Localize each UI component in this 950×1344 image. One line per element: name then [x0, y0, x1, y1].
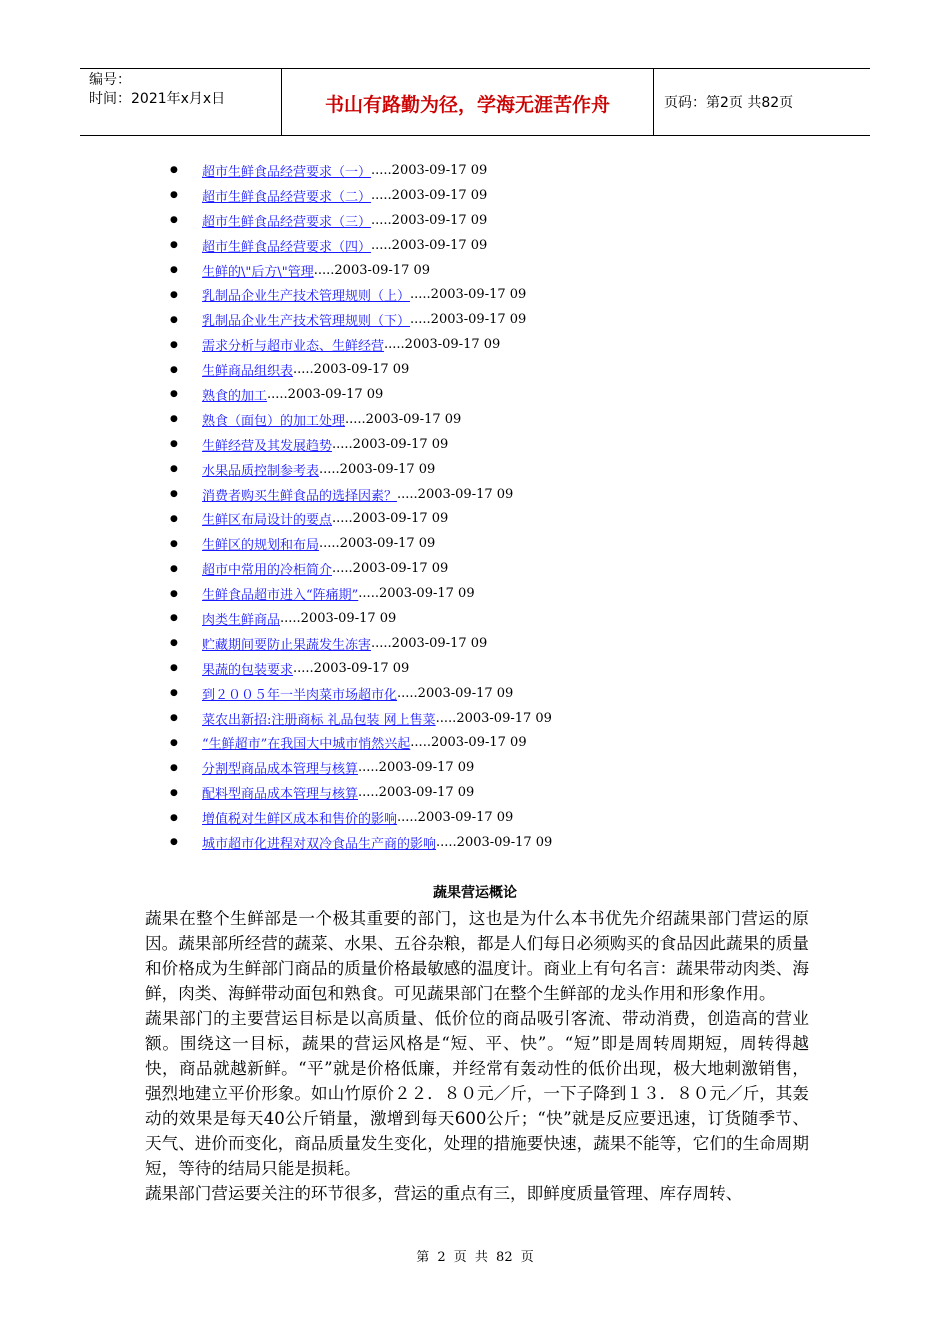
bullet-icon: ● — [170, 165, 178, 176]
article-link[interactable]: 果蔬的包装要求 — [202, 662, 294, 678]
list-item — [170, 755, 552, 780]
list-item — [170, 233, 552, 258]
article-link[interactable]: 增值税对生鲜区成本和售价的影响 — [202, 812, 398, 828]
section-title: 蔬果营运概论 — [433, 885, 517, 901]
page-header — [80, 68, 870, 136]
bullet-icon: ● — [170, 464, 178, 475]
article-link-list — [170, 158, 552, 855]
article-date: .....2003-09-17 09 — [313, 262, 431, 278]
article-link[interactable]: 超市中常用的冷柜简介 — [202, 563, 333, 579]
article-link[interactable]: 菜农出新招:注册商标 礼品包装 网上售菜 — [202, 712, 436, 728]
article-link[interactable]: 生鲜经营及其发展趋势 — [202, 438, 333, 454]
list-item — [170, 656, 552, 681]
article-date: .....2003-09-17 09 — [371, 237, 488, 253]
header-page-info: 页码：第2页 共82页 — [664, 95, 794, 111]
list-item — [170, 457, 552, 482]
article-date: .....2003-09-17 09 — [435, 710, 552, 726]
list-item — [170, 482, 552, 507]
bullet-icon: ● — [170, 688, 178, 699]
list-item — [170, 506, 552, 531]
bullet-icon: ● — [170, 812, 178, 823]
paragraph: 蔬果部门的主要营运目标是以高质量、低价位的商品吸引客流、带动消费，创造高的营业额。围绕这一目标，蔬果的营运风格是“短、平、快”。“短”即是周转周期短，周转得越快，商品就越新鲜。“平”就是价格低廉，并经常有轰动性的低价出现，极大地刺激销售，强烈地建立平价形象。如山竹原价２２．８０元／斤，一下子降到１３．８０元／斤，其轰动的效果是每天40公斤销量，激增到每天600公斤；“快”就是反应要迅速，订货随季节、天气、进价而变化，商品质量发生变化，处理的措施要快速，蔬果不能等，它们的生命周期短，等待的结局只能是损耗。 — [145, 1009, 809, 1178]
list-item — [170, 407, 552, 432]
article-link[interactable]: 超市生鲜食品经营要求（四） — [202, 239, 372, 255]
article-link[interactable]: 消费者购买生鲜食品的选择因素？ — [202, 488, 398, 504]
header-meta — [80, 69, 282, 135]
bullet-icon: ● — [170, 762, 178, 773]
article-link[interactable]: 到２００５年一半肉菜市场超市化 — [202, 687, 398, 703]
bullet-icon: ● — [170, 613, 178, 624]
list-item — [170, 158, 552, 183]
article-date: .....2003-09-17 09 — [332, 511, 449, 527]
article-link[interactable]: 生鲜商品组织表 — [202, 364, 294, 380]
article-date: .....2003-09-17 09 — [371, 187, 488, 203]
article-date: .....2003-09-17 09 — [319, 461, 436, 477]
article-date: .....2003-09-17 09 — [410, 735, 527, 751]
page-footer: 第 2 页 共 82 页 — [416, 1250, 534, 1265]
bullet-icon: ● — [170, 265, 178, 275]
body-text — [145, 906, 809, 1206]
article-link[interactable]: 熟食（面包）的加工处理 — [202, 413, 346, 429]
article-link[interactable]: 分割型商品成本管理与核算 — [202, 762, 359, 778]
article-date: .....2003-09-17 09 — [345, 411, 462, 427]
list-item — [170, 606, 552, 631]
list-item — [170, 581, 552, 606]
header-motto: 书山有路勤为径，学海无涯苦作舟 — [282, 69, 654, 135]
bullet-icon: ● — [170, 737, 178, 748]
article-date: .....2003-09-17 09 — [358, 785, 475, 801]
article-link[interactable]: 生鲜食品超市进入“阵痛期” — [202, 588, 359, 604]
article-link[interactable]: 生鲜区布局设计的要点 — [202, 513, 333, 529]
bullet-icon: ● — [170, 489, 178, 500]
list-item — [170, 183, 552, 208]
bullet-icon: ● — [170, 190, 178, 201]
list-item — [170, 357, 552, 382]
bullet-icon: ● — [170, 364, 178, 375]
document-number-label: 编号： — [89, 72, 131, 88]
article-date: .....2003-09-17 09 — [293, 660, 410, 676]
list-item — [170, 556, 552, 581]
bullet-icon: ● — [170, 389, 178, 400]
article-link[interactable]: 生鲜区的规划和布局 — [202, 538, 320, 554]
article-link[interactable]: 水果品质控制参考表 — [202, 463, 320, 479]
article-date: .....2003-09-17 09 — [332, 561, 449, 577]
article-date: .....2003-09-17 09 — [397, 810, 514, 826]
bullet-icon: ● — [170, 240, 178, 251]
article-link[interactable]: 城市超市化进程对双冷食品生产商的影响 — [202, 836, 437, 852]
list-item — [170, 730, 552, 755]
article-date: .....2003-09-17 09 — [293, 362, 410, 378]
list-item — [170, 282, 552, 307]
list-item — [170, 531, 552, 556]
paragraph: 蔬果部门营运要关注的环节很多，营运的重点有三，即鲜度质量管理、库存周转、 — [145, 1184, 743, 1203]
list-item — [170, 382, 552, 407]
article-link[interactable]: 贮藏期间要防止果蔬发生冻害 — [202, 637, 372, 653]
bullet-icon: ● — [170, 339, 178, 350]
article-date: .....2003-09-17 09 — [358, 586, 475, 602]
article-date: .....2003-09-17 09 — [436, 834, 553, 850]
article-link[interactable]: 需求分析与超市业态、生鲜经营 — [202, 339, 385, 355]
list-item — [170, 432, 552, 457]
list-item — [170, 805, 552, 830]
article-date: .....2003-09-17 09 — [410, 312, 527, 328]
list-item — [170, 706, 552, 731]
list-item — [170, 258, 552, 283]
article-link[interactable]: 熟食的加工 — [202, 388, 268, 404]
list-item — [170, 332, 552, 357]
paragraph: 蔬果在整个生鲜部是一个极其重要的部门，这也是为什么本书优先介绍蔬果部门营运的原因。蔬果部所经营的蔬菜、水果、五谷杂粮，都是人们每日必须购买的食品因此蔬果的质量和价格成为生鲜部门商品的质量价格最敏感的温度计。商业上有句名言：蔬果带动肉类、海鲜，肉类、海鲜带动面包和熟食。可见蔬果部门在整个生鲜部的龙头作用和形象作用。 — [145, 909, 809, 1003]
bullet-icon: ● — [170, 663, 178, 674]
bullet-icon: ● — [170, 215, 178, 226]
article-date: .....2003-09-17 09 — [397, 685, 514, 701]
article-link[interactable]: 乳制品企业生产技术管理规则（上） — [202, 289, 411, 305]
bullet-icon: ● — [170, 289, 178, 300]
article-link[interactable]: “生鲜超市”在我国大中城市悄然兴起 — [202, 737, 411, 753]
article-link[interactable]: 配料型商品成本管理与核算 — [202, 787, 359, 803]
article-date: .....2003-09-17 09 — [410, 287, 527, 303]
article-date: .....2003-09-17 09 — [371, 212, 488, 228]
bullet-icon: ● — [170, 638, 178, 649]
article-date: .....2003-09-17 09 — [267, 386, 384, 402]
article-date: .....2003-09-17 09 — [384, 337, 501, 353]
article-link[interactable]: 肉类生鲜商品 — [202, 612, 281, 628]
article-link[interactable]: 乳制品企业生产技术管理规则（下） — [202, 314, 411, 330]
bullet-icon: ● — [170, 513, 178, 524]
bullet-icon: ● — [170, 414, 178, 425]
bullet-icon: ● — [170, 713, 178, 724]
article-link[interactable]: 超市生鲜食品经营要求（一） — [202, 164, 372, 180]
bullet-icon: ● — [170, 563, 178, 574]
article-date: .....2003-09-17 09 — [397, 486, 514, 502]
article-date: .....2003-09-17 09 — [332, 436, 449, 452]
list-item — [170, 307, 552, 332]
article-date: .....2003-09-17 09 — [371, 635, 488, 651]
article-link[interactable]: 生鲜的\"后方\"管理 — [202, 264, 314, 280]
document-date-label: 时间：2021年x月x日 — [89, 91, 226, 107]
bullet-icon: ● — [170, 439, 178, 450]
list-item — [170, 780, 552, 805]
article-link[interactable]: 超市生鲜食品经营要求（二） — [202, 189, 372, 205]
article-date: .....2003-09-17 09 — [371, 162, 488, 178]
bullet-icon: ● — [170, 314, 178, 325]
article-date: .....2003-09-17 09 — [319, 536, 436, 552]
article-link[interactable]: 超市生鲜食品经营要求（三） — [202, 214, 372, 230]
list-item — [170, 681, 552, 706]
list-item — [170, 631, 552, 656]
article-date: .....2003-09-17 09 — [280, 610, 397, 626]
list-item — [170, 830, 552, 855]
article-date: .....2003-09-17 09 — [358, 760, 475, 776]
bullet-icon: ● — [170, 787, 178, 798]
bullet-icon: ● — [170, 837, 178, 848]
bullet-icon: ● — [170, 538, 178, 549]
list-item — [170, 208, 552, 233]
bullet-icon: ● — [170, 588, 178, 599]
